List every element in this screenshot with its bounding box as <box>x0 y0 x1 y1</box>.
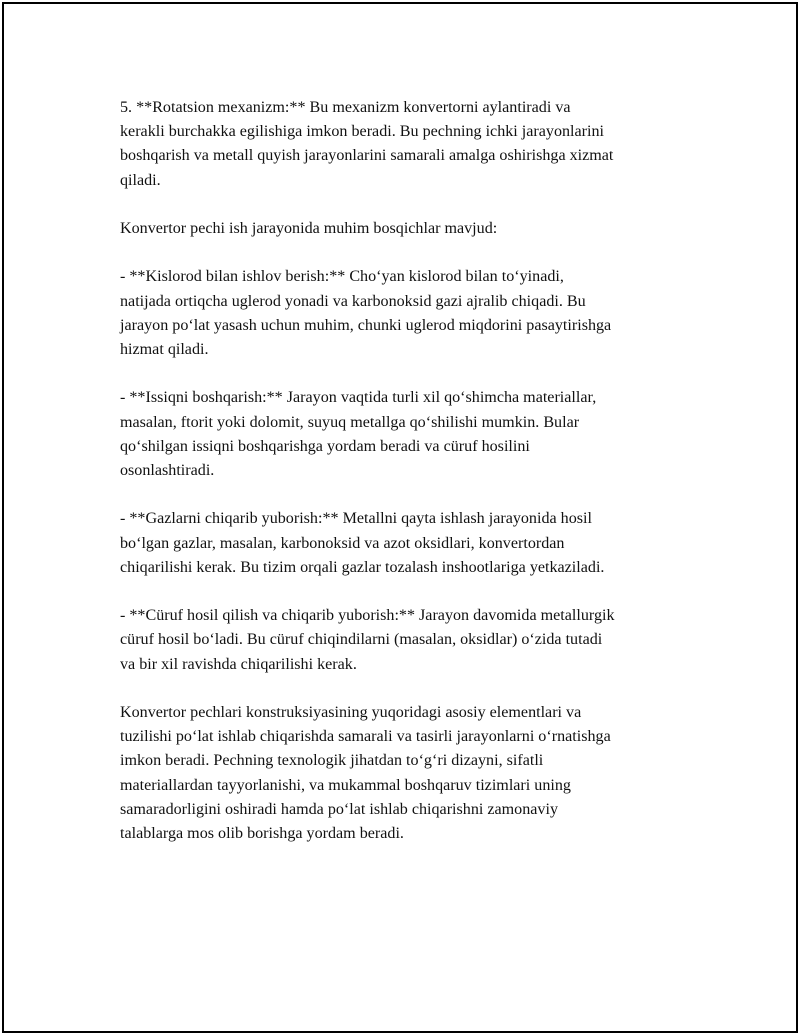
text-line: - **Gazlarni chiqarib yuborish:** Metallni qayta ishlash jarayonida hosil <box>120 510 592 528</box>
text-line: osonlashtiradi. <box>120 462 215 479</box>
text-line: - **Cüruf hosil qilish va chiqarib yuborish:** Jarayon davomida metallurgik <box>120 607 615 625</box>
text-line: masalan, ftorit yoki dolomit, suyuq metallga qo‘shilishi mumkin. Bular <box>120 413 580 431</box>
text-line: jarayon po‘lat yasash uchun muhim, chunki uglerod miqdorini pasaytirishga <box>120 316 612 334</box>
text-line: 5. **Rotatsion mexanizm:** Bu mexanizm konvertorni aylantiradi va <box>120 99 571 116</box>
text-line: cüruf hosil bo‘ladi. Bu cüruf chiqindilarni (masalan, oksidlar) o‘zida tutadi <box>120 631 603 649</box>
text-line: bo‘lgan gazlar, masalan, karbonoksid va azot oksidlari, konvertordan <box>120 534 565 552</box>
text-line: materiallardan tayyorlanishi, va mukammal boshqaruv tizimlari uning <box>120 776 571 794</box>
text-line: - **Issiqni boshqarish:** Jarayon vaqtida turli xil qo‘shimcha materiallar, <box>120 389 597 407</box>
text-line: tuzilishi po‘lat ishlab chiqarishda samarali va tasirli jarayonlarni o‘rnatishga <box>120 728 611 746</box>
text-line: - **Kislorod bilan ishlov berish:** Cho‘yan kislorod bilan to‘yinadi, <box>120 268 564 286</box>
text-line: Konvertor pechi ish jarayonida muhim bosqichlar mavjud: <box>120 220 498 237</box>
text-line: Konvertor pechlari konstruksiyasining yuqoridagi asosiy elementlari va <box>120 703 582 721</box>
text-line: qiladi. <box>120 171 161 189</box>
document-body <box>120 96 700 870</box>
text-line: talablarga mos olib borishga yordam beradi. <box>120 825 404 842</box>
text-line: samaradorligini oshiradi hamda po‘lat ishlab chiqarishni zamonaviy <box>120 800 558 818</box>
text-line: natijada ortiqcha uglerod yonadi va karbonoksid gazi ajralib chiqadi. Bu <box>120 292 586 310</box>
text-line: va bir xil ravishda chiqarilishi kerak. <box>120 655 357 673</box>
text-line: kerakli burchakka egilishiga imkon beradi. Bu pechning ichki jarayonlarini <box>120 123 605 141</box>
text-line: boshqarish va metall quyish jarayonlarini samarali amalga oshirishga xizmat <box>120 147 614 165</box>
text-line: hizmat qiladi. <box>120 341 209 358</box>
paragraph-slag-formation <box>120 604 700 677</box>
text-line: imkon beradi. Pechning texnologik jihatdan to‘g‘ri dizayni, sifatli <box>120 752 544 770</box>
page-frame <box>2 2 798 1033</box>
paragraph-gas-exhaust <box>120 507 700 580</box>
paragraph-conclusion <box>120 701 700 846</box>
paragraph-rotation-mechanism <box>120 96 700 193</box>
text-line: chiqarilishi kerak. Bu tizim orqali gazlar tozalash inshootlariga yetkaziladi. <box>120 558 605 576</box>
paragraph-stages-intro <box>120 217 700 241</box>
paragraph-oxygen-treatment <box>120 265 700 362</box>
paragraph-heat-control <box>120 386 700 483</box>
text-line: qo‘shilgan issiqni boshqarishga yordam beradi va cüruf hosilini <box>120 437 530 455</box>
